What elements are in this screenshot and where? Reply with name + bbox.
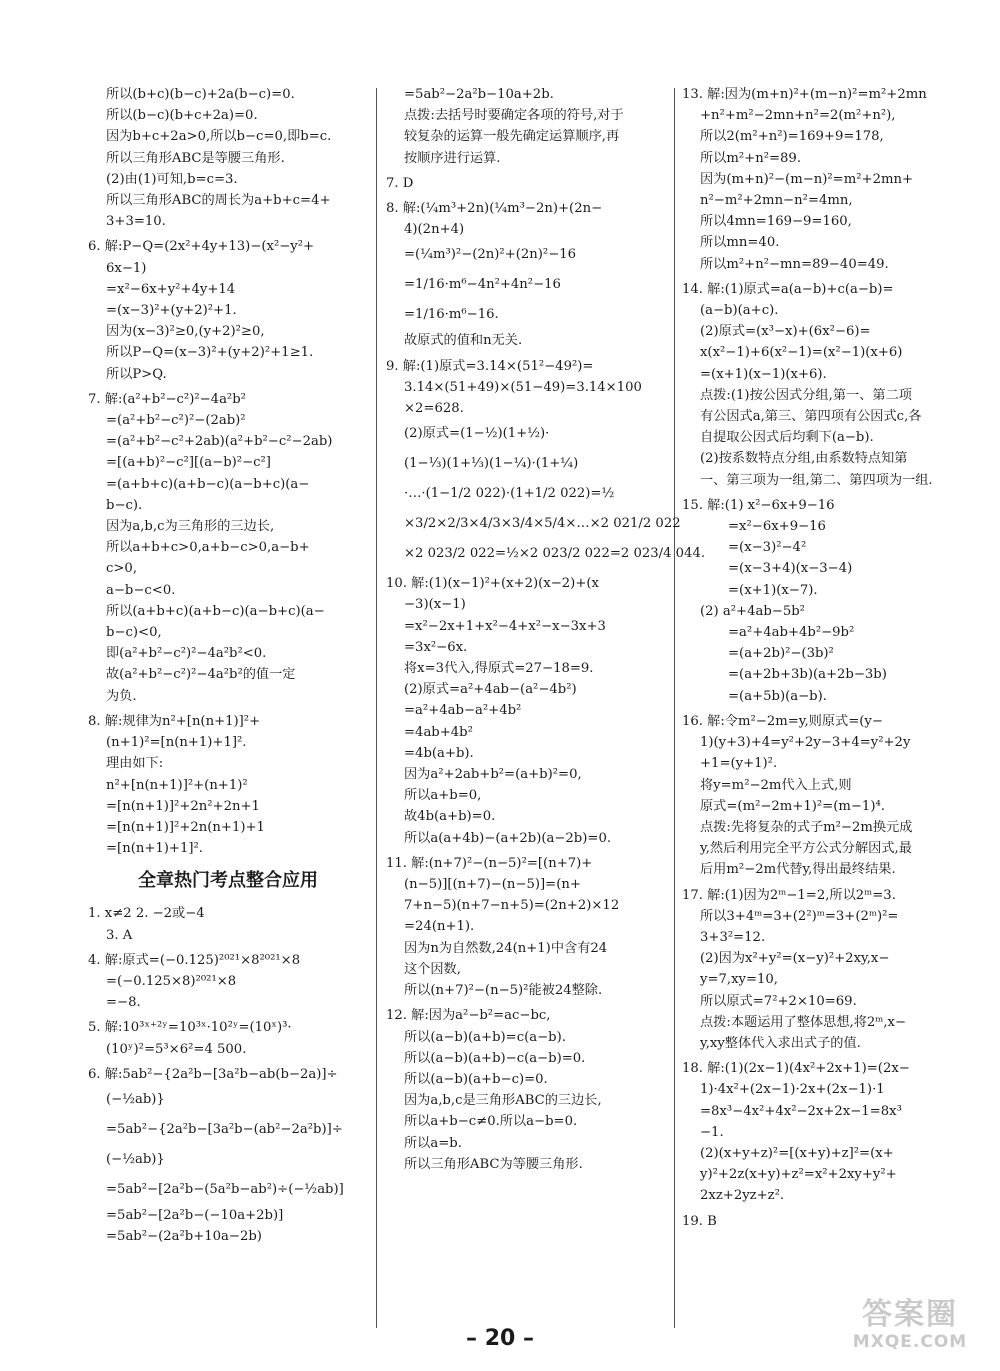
answer-line: 所以(a+b+c)(a+b−c)(a−b+c)(a− xyxy=(106,603,325,619)
answer-line: =5ab²−2a²b−10a+2b. xyxy=(404,87,554,102)
answer-line: 因为a,b,c是三角形ABC的三边长, xyxy=(404,1093,602,1109)
answer-line: =3x²−6x. xyxy=(404,639,468,655)
answer-line: 因为(x−3)²≥0,(y+2)²≥0, xyxy=(106,324,265,340)
answer-line: 所以三角形ABC的周长为a+b+c=4+ xyxy=(106,193,331,209)
answer-line: =(x−3)²−4² xyxy=(728,540,807,556)
answer-line: =(x+1)(x−7). xyxy=(728,582,818,598)
answer-line: (2)(x+y+z)²=[(x+y)+z]²=(x+ xyxy=(700,1145,894,1161)
answer-line: 因为a,b,c为三角形的三边长, xyxy=(106,519,275,535)
answer-line: =1/16·m⁶−4n²+4n²−16 xyxy=(404,277,561,293)
answer-line: =(a+b+c)(a+b−c)(a−b+c)(a− xyxy=(106,476,310,492)
answer-line: =a²+4ab+4b²−9b² xyxy=(728,625,855,641)
answer-line: =5ab²−[2a²b−(−10a+2b)] xyxy=(106,1207,284,1223)
answer-line: =x²−6x+9−16 xyxy=(728,519,826,535)
answer-line: 所以2(m²+n²)=169+9=178, xyxy=(700,129,884,145)
answer-line: 6. 解:5ab²−{2a²b−[3a²b−ab(b−2a)]÷ xyxy=(88,1066,338,1082)
answer-line: =x²−2x+1+x²−4+x²−x−3x+3 xyxy=(404,618,606,634)
answer-line: =(a+2b+3b)(a+2b−3b) xyxy=(728,667,887,683)
answer-line: 所以a+b=0, xyxy=(404,788,482,804)
answer-line: =(x−3+4)(x−3−4) xyxy=(728,561,853,577)
answer-line: 9. 解:(1)原式=3.14×(51²−49²)= xyxy=(386,358,594,374)
answer-line: b−c)<0, xyxy=(106,625,162,641)
answer-line: 11. 解:(n+7)²−(n−5)²=[(n+7)+ xyxy=(386,855,593,871)
answer-line: =(x−3)²+(y+2)²+1. xyxy=(106,303,237,319)
answer-line: 所以(a−b)(a+b)=c(a−b). xyxy=(404,1029,566,1045)
answer-line: 所以三角形ABC是等腰三角形. xyxy=(106,150,285,166)
answer-line: c>0, xyxy=(106,561,138,577)
answer-line: (2) a²+4ab−5b² xyxy=(700,603,805,619)
answer-line: 故4b(a+b)=0. xyxy=(404,809,496,825)
answer-line: 所以m²+n²−mn=89−40=49. xyxy=(700,256,889,272)
answer-line: 所以(n+7)²−(n−5)²能被24整除. xyxy=(404,983,603,999)
answer-line: =[n(n+1)]²+2n²+2n+1 xyxy=(106,798,260,814)
answer-line: =5ab²−[2a²b−(5a²b−ab²)÷(−½ab)] xyxy=(106,1181,344,1197)
answer-line: 3.14×(51+49)×(51−49)=3.14×100 xyxy=(404,379,642,395)
answer-line: 较复杂的运算一般先确定运算顺序,再 xyxy=(404,129,620,145)
answer-line: +1=(y+1)². xyxy=(700,756,778,772)
answer-line: 所以(b−c)(b+c+2a)=0. xyxy=(106,108,258,124)
answer-line: 1. x≠2 2. −2或−4 xyxy=(88,906,205,922)
answer-line: 10. 解:(1)(x−1)²+(x+2)(x−2)+(x xyxy=(386,576,599,592)
answer-line: 故(a²+b²−c²)²−4a²b²的值一定 xyxy=(106,667,296,683)
answer-line: =[n(n+1)+1]². xyxy=(106,841,203,857)
answer-line: 点拨:先将复杂的式子m²−2m换元成 xyxy=(700,819,913,835)
answer-line: =(a²+b²−c²)²−(2ab)² xyxy=(106,413,246,429)
section-title: 全章热门考点整合应用 xyxy=(138,870,318,892)
answer-line: 后用m²−2m代替y,得出最终结果. xyxy=(700,862,896,878)
answer-line: 4)(2n+4) xyxy=(404,222,465,238)
answer-line: 所以原式=7²+2×10=69. xyxy=(700,993,857,1009)
watermark-main: 答案圈 xyxy=(862,1297,958,1332)
answer-line: 所以(b+c)(b−c)+2a(b−c)=0. xyxy=(106,87,295,102)
answer-line: 19. B xyxy=(682,1213,717,1229)
answer-line: 所以三角形ABC为等腰三角形. xyxy=(404,1156,583,1172)
answer-line: (2)原式=(x³−x)+(6x²−6)= xyxy=(700,324,871,340)
answer-line: 8. 解:(¼m³+2n)(¼m³−2n)+(2n− xyxy=(386,201,603,217)
answer-line: =[(a+b)²−c²][(a−b)²−c²] xyxy=(106,455,271,471)
answer-line: 7. 解:(a²+b²−c²)²−4a²b² xyxy=(88,391,246,407)
answer-line: (n−5)][(n+7)−(n−5)]=(n+ xyxy=(404,877,581,893)
right-column xyxy=(682,84,964,1232)
answer-line: a−b−c<0. xyxy=(106,582,176,598)
answer-line: y)²+2z(x+y)+z²=x²+2xy+y²+ xyxy=(700,1167,897,1183)
answer-line: 理由如下: xyxy=(106,756,164,772)
answer-line: 所以a+b−c≠0.所以a−b=0. xyxy=(404,1114,578,1130)
left-column xyxy=(88,84,368,1247)
answer-line: =[n(n+1)]²+2n(n+1)+1 xyxy=(106,819,265,835)
answer-line: b−c). xyxy=(106,497,143,513)
answer-line: =(a²+b²−c²+2ab)(a²+b²−c²−2ab) xyxy=(106,434,333,450)
column-divider xyxy=(376,88,377,1328)
answer-line: ×3/2×2/3×4/3×3/4×5/4×…×2 021/2 022 xyxy=(404,516,681,532)
answer-line: ·…·(1−1/2 022)·(1+1/2 022)=½ xyxy=(404,486,615,502)
answer-line: =(a+2b)²−(3b)² xyxy=(728,646,834,662)
answer-line: 所以mn=40. xyxy=(700,235,780,251)
answer-line: 按顺序进行运算. xyxy=(404,150,501,166)
answer-line: n²−m²+2mn−n²=4mn, xyxy=(700,193,853,209)
answer-line: y,然后利用完全平方公式分解因式,最 xyxy=(700,841,912,857)
answer-line: 将x=3代入,得原式=27−18=9. xyxy=(404,661,594,677)
answer-line: 6x−1) xyxy=(106,260,147,276)
answer-line: 3+3=10. xyxy=(106,214,166,230)
page-number: – 20 – xyxy=(466,1326,534,1351)
answer-line: 所以(a−b)(a+b)−c(a−b)=0. xyxy=(404,1050,586,1066)
answer-line: 所以P>Q. xyxy=(106,366,167,382)
answer-line: 14. 解:(1)原式=a(a−b)+c(a−b)= xyxy=(682,281,894,297)
answer-line: 2xz+2yz+z². xyxy=(700,1188,785,1204)
answer-line: y,xy整体代入求出式子的值. xyxy=(700,1035,861,1051)
answer-line: 故原式的值和n无关. xyxy=(404,333,523,349)
answer-line: 有公因式a,第三、第四项有公因式c,各 xyxy=(700,409,922,425)
answer-line: (2)按系数特点分组,由系数特点知第 xyxy=(700,451,908,467)
answer-line: 所以a=b. xyxy=(404,1135,462,1151)
answer-line: 所以4mn=169−9=160, xyxy=(700,214,852,230)
answer-line: 点拨:本题运用了整体思想,将2ᵐ,x− xyxy=(700,1014,907,1030)
answer-line: 所以3+4ᵐ=3+(2²)ᵐ=3+(2ᵐ)²= xyxy=(700,908,899,924)
answer-line: 所以m²+n²=89. xyxy=(700,150,802,166)
answer-line: 16. 解:令m²−2m=y,则原式=(y− xyxy=(682,713,883,729)
answer-line: 7+n−5)(n+7−n+5)=(2n+2)×12 xyxy=(404,898,620,914)
answer-line: 3+3²=12. xyxy=(700,929,766,945)
answer-line: 1)·4x²+(2x−1)·2x+(2x−1)·1 xyxy=(700,1082,885,1098)
answer-line: (2)原式=a²+4ab−(a²−4b²) xyxy=(404,682,577,698)
answer-line: 13. 解:因为(m+n)²+(m−n)²=m²+2mn xyxy=(682,87,927,102)
answer-line: =(a+5b)(a−b). xyxy=(728,688,827,704)
answer-line: 因为n为自然数,24(n+1)中含有24 xyxy=(404,940,608,956)
answer-line: +n²+m²−2mn+n²=2(m²+n²), xyxy=(700,108,896,124)
answer-line: −1. xyxy=(700,1124,724,1140)
answer-line: −3)(x−1) xyxy=(404,597,466,613)
answer-line: 6. 解:P−Q=(2x²+4y+13)−(x²−y²+ xyxy=(88,239,315,255)
answer-line: 将y=m²−2m代入上式,则 xyxy=(700,777,852,793)
answer-line: 自提取公因式后均剩下(a−b). xyxy=(700,430,874,446)
answer-line: =5ab²−{2a²b−[3a²b−(ab²−2a²b)]÷ xyxy=(106,1121,343,1137)
answer-line: 5. 解:10³ˣ⁺²ʸ=10³ˣ·10²ʸ=(10ˣ)³· xyxy=(88,1020,292,1036)
answer-line: 为负. xyxy=(106,688,137,704)
answer-line: 即(a²+b²−c²)²−4a²b²<0. xyxy=(106,646,267,662)
answer-line: =(x+1)(x−1)(x+6). xyxy=(700,366,827,382)
answer-line: 点拨:(1)按公因式分组,第一、第二项 xyxy=(700,387,912,403)
answer-line: 这个因数, xyxy=(404,961,461,977)
answer-line: 所以(a−b)(a+b−c)=0. xyxy=(404,1071,548,1087)
answer-line: =(¼m³)²−(2n)²+(2n)²−16 xyxy=(404,247,577,263)
answer-line: =24(n+1). xyxy=(404,919,475,935)
answer-line: (2)因为x²+y²=(x−y)²+2xy,x− xyxy=(700,951,890,967)
watermark-sub: MXQE.COM xyxy=(852,1332,968,1352)
answer-line: =a²+4ab−a²+4b² xyxy=(404,703,522,719)
answer-line: (2)由(1)可知,b=c=3. xyxy=(106,171,238,187)
answer-line: (−½ab)} xyxy=(106,1091,165,1107)
answer-line: 因为(m+n)²−(m−n)²=m²+2mn+ xyxy=(700,171,914,187)
answer-line: (n+1)²=[n(n+1)+1]². xyxy=(106,735,247,751)
watermark-logo xyxy=(845,1298,975,1358)
answer-line: (a−b)(a+c). xyxy=(700,303,779,319)
answer-line: y=7,xy=10, xyxy=(700,972,778,988)
answer-line: ×2=628. xyxy=(404,401,464,417)
answer-line: =4ab+4b² xyxy=(404,724,473,740)
answer-line: =5ab²−(2a²b+10a−2b) xyxy=(106,1229,262,1245)
column-divider xyxy=(674,88,675,1328)
answer-line: 3. A xyxy=(106,927,133,943)
answer-line: =8x³−4x²+4x²−2x+2x−1=8x³ xyxy=(700,1103,902,1119)
answer-line: =(−0.125×8)²⁰²¹×8 xyxy=(106,973,237,989)
answer-line: 12. 解:因为a²−b²=ac−bc, xyxy=(386,1008,551,1024)
answer-line: ×2 023/2 022=½×2 023/2 022=2 023/4 044. xyxy=(404,546,706,562)
answer-line: 8. 解:规律为n²+[n(n+1)]²+ xyxy=(88,713,261,729)
answer-line: (2)原式=(1−½)(1+½)· xyxy=(404,426,550,442)
answer-line: (−½ab)} xyxy=(106,1151,165,1167)
answer-line: 因为b+c+2a>0,所以b−c=0,即b=c. xyxy=(106,129,332,145)
answer-line: n²+[n(n+1)]²+(n+1)² xyxy=(106,777,248,793)
answer-line: 1)(y+3)+4=y²+2y−3+4=y²+2y xyxy=(700,735,911,751)
answer-line: 所以a(a+4b)−(a+2b)(a−2b)=0. xyxy=(404,830,612,846)
answer-line: 一、第三项为一组,第二、第四项为一组. xyxy=(700,472,933,488)
answer-line: 17. 解:(1)因为2ᵐ−1=2,所以2ᵐ=3. xyxy=(682,887,896,903)
answer-line: 因为a²+2ab+b²=(a+b)²=0, xyxy=(404,767,582,783)
answer-line: =−8. xyxy=(106,995,141,1011)
answer-line: 点拨:去括号时要确定各项的符号,对于 xyxy=(404,108,624,124)
answer-line: x(x²−1)+6(x²−1)=(x²−1)(x+6) xyxy=(700,345,903,361)
answer-line: =4b(a+b). xyxy=(404,745,474,761)
answer-line: 原式=(m²−2m+1)²=(m−1)⁴. xyxy=(700,798,885,814)
answer-line: 7. D xyxy=(386,175,414,191)
answer-line: 4. 解:原式=(−0.125)²⁰²¹×8²⁰²¹×8 xyxy=(88,952,301,968)
answer-line: =1/16·m⁶−16. xyxy=(404,307,499,323)
answer-line: 15. 解:(1) x²−6x+9−16 xyxy=(682,497,835,513)
answer-line: 所以a+b+c>0,a+b−c>0,a−b+ xyxy=(106,540,310,556)
answer-line: =x²−6x+y²+4y+14 xyxy=(106,281,236,297)
middle-column xyxy=(386,84,706,1175)
answer-line: 所以P−Q=(x−3)²+(y+2)²+1≥1. xyxy=(106,345,314,361)
answer-line: (1−⅓)(1+⅓)(1−¼)·(1+¼) xyxy=(404,456,579,472)
answer-line: (10ʸ)²=5³×6²=4 500. xyxy=(106,1041,247,1057)
answer-line: 18. 解:(1)(2x−1)(4x²+2x+1)=(2x− xyxy=(682,1061,910,1077)
